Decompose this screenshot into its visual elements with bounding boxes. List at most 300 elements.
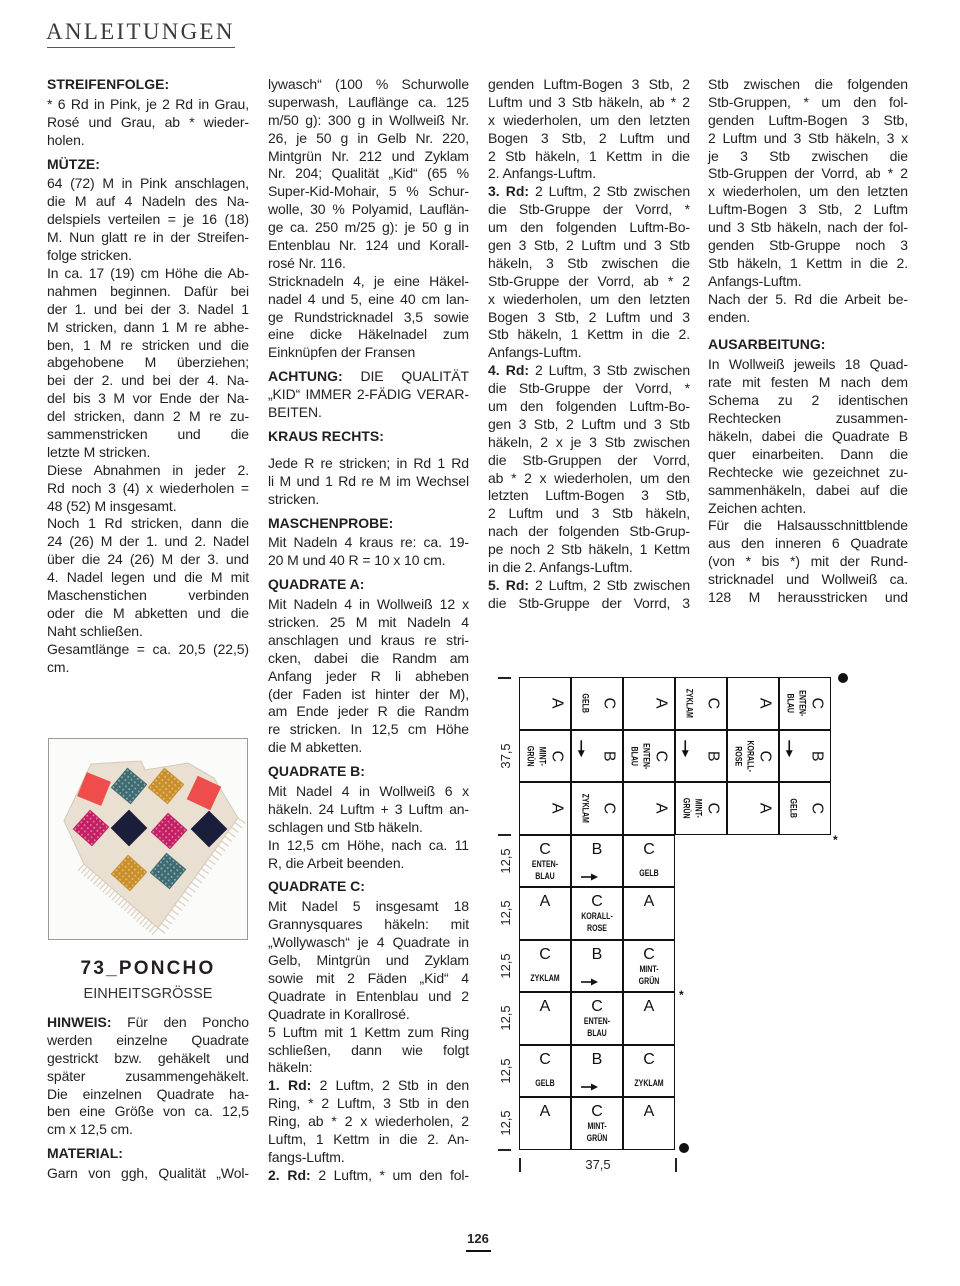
square-letter: C bbox=[600, 697, 618, 710]
paragraph bbox=[488, 183, 690, 362]
fringe-strand bbox=[131, 909, 137, 916]
paragraph bbox=[47, 515, 249, 640]
paragraph bbox=[268, 534, 469, 570]
square-c bbox=[623, 940, 675, 993]
yarn-color-line: GELB bbox=[639, 867, 659, 878]
text-line: Stb häkeln, 1 Kettm in die 2. bbox=[488, 326, 690, 343]
fringe-strand bbox=[195, 878, 202, 883]
fringe-strand bbox=[211, 855, 218, 860]
column-1-pattern-notes bbox=[47, 1014, 249, 1183]
text-line: um den folgenden Luftm-Bo- bbox=[488, 398, 690, 415]
row-height-label: 12,5 bbox=[498, 900, 513, 926]
row-height-label: 12,5 bbox=[498, 1058, 513, 1084]
text-line: Gelb, Mintgrün und Zyklam bbox=[268, 952, 469, 969]
square-a bbox=[519, 782, 571, 835]
fringe-strand bbox=[112, 893, 118, 900]
dot-marker bbox=[679, 1143, 689, 1153]
line-text: 2 Luftm, * um den fol- bbox=[318, 1166, 469, 1183]
paragraph bbox=[268, 837, 469, 873]
square-content bbox=[520, 836, 570, 887]
text-line bbox=[47, 1014, 249, 1032]
text-line: lywasch“ (100 % Schurwolle bbox=[268, 76, 469, 92]
square-letter: C bbox=[808, 697, 826, 710]
text-line: Stb-Gruppe der Vorrd, ab * 2 bbox=[488, 272, 690, 289]
poncho-photo bbox=[48, 738, 248, 940]
square-content bbox=[624, 1098, 674, 1149]
yarn-color-name bbox=[732, 732, 756, 780]
fringe-strand bbox=[165, 919, 172, 924]
fringe-strand bbox=[175, 905, 182, 910]
text-line: genden Stb-Gruppe noch 3 bbox=[708, 237, 908, 254]
square-content bbox=[520, 941, 570, 992]
yarn-color-line: ZYKLAM bbox=[634, 1077, 664, 1088]
text-line: cm. bbox=[47, 658, 70, 675]
yarn-color-name bbox=[787, 784, 799, 832]
square-letter: A bbox=[548, 697, 566, 709]
square-letter: C bbox=[591, 1103, 603, 1120]
column-2-text bbox=[268, 76, 469, 1185]
paragraph bbox=[47, 641, 249, 677]
text-line: cm x 12,5 cm. bbox=[47, 1121, 133, 1138]
fringe-strand bbox=[208, 859, 215, 864]
column-3-text bbox=[488, 76, 690, 613]
fringe-strand bbox=[171, 910, 178, 915]
section-heading: KRAUS RECHTS: bbox=[268, 427, 384, 444]
row-height-label: 12,5 bbox=[498, 1110, 513, 1136]
text-line: die Stb-Gruppen der Vorrd, bbox=[488, 451, 690, 468]
yarn-color-name bbox=[524, 732, 548, 780]
fringe-strand bbox=[134, 912, 140, 919]
yarn-color-line: MINT- bbox=[537, 746, 548, 766]
arrow-right-icon bbox=[580, 977, 599, 987]
text-line: (der Faden ist hinter der M), bbox=[268, 685, 469, 702]
text-line: Die einzelnen Quadrate ha- bbox=[47, 1085, 249, 1102]
yarn-color-name bbox=[625, 867, 673, 879]
text-line: gen 3 Stb, 2 Luftm und 3 Stb bbox=[488, 415, 690, 432]
square-letter: C bbox=[539, 1050, 551, 1068]
paragraph bbox=[47, 462, 249, 516]
fringe-strand bbox=[188, 887, 195, 892]
section-heading: STREIFENFOLGE: bbox=[47, 76, 170, 92]
square-content bbox=[780, 783, 831, 833]
text-line: die M abketten. bbox=[268, 739, 363, 756]
paragraph bbox=[708, 356, 908, 517]
square-a bbox=[623, 992, 675, 1045]
text-line: pe noch 2 Stb häkeln, 1 Kettm bbox=[488, 541, 690, 558]
yarn-color-name bbox=[579, 679, 591, 727]
square-a bbox=[519, 1097, 571, 1150]
paragraph bbox=[268, 596, 469, 757]
section-title: ANLEITUNGEN bbox=[46, 19, 235, 44]
yarn-color-name bbox=[521, 858, 569, 882]
square-content bbox=[624, 836, 674, 887]
square-c bbox=[571, 782, 623, 835]
fringe-strand bbox=[127, 907, 133, 914]
yarn-color-line: ENTEN- bbox=[531, 858, 559, 869]
fringe-strand bbox=[124, 904, 130, 911]
yarn-color-line: ENTEN- bbox=[797, 690, 808, 717]
section-title-underline bbox=[47, 47, 235, 48]
square-b bbox=[571, 940, 623, 993]
square-a bbox=[519, 887, 571, 940]
square-b bbox=[571, 835, 623, 888]
square-letter: A bbox=[539, 998, 551, 1015]
paragraph bbox=[268, 273, 469, 362]
text-line: 48 (52) M insgesamt. bbox=[47, 497, 177, 514]
paragraph bbox=[268, 1167, 469, 1185]
paragraph bbox=[268, 1077, 469, 1166]
fringe-strand bbox=[161, 923, 168, 928]
square-content bbox=[572, 678, 623, 728]
diagram-vertical-band bbox=[519, 835, 675, 1150]
fringe-strand bbox=[205, 864, 212, 869]
text-line bbox=[488, 183, 690, 201]
text-line: schlagen und Stb häkeln. bbox=[268, 818, 423, 835]
text-line: am Ende jeder R die Randm bbox=[268, 703, 469, 720]
fringe-strand bbox=[225, 836, 232, 841]
text-line: M. Nun glatt re in der Streifen- bbox=[47, 229, 249, 246]
square-content bbox=[520, 678, 571, 728]
square-c bbox=[519, 1045, 571, 1098]
text-line: rosé Nr. 116. bbox=[268, 254, 346, 271]
text-line: 24 (26) M der 1. und 2. Nadel bbox=[47, 533, 249, 550]
text-line: folge stricken. bbox=[47, 247, 132, 264]
fringe-strand bbox=[97, 880, 103, 887]
fringe-strand bbox=[84, 869, 90, 876]
yarn-color-line: GRÜN bbox=[586, 1133, 608, 1143]
dot-marker bbox=[838, 673, 848, 683]
star-marker: * bbox=[679, 988, 684, 1002]
text-line: Diese Abnahmen in jeder 2. bbox=[47, 461, 249, 478]
text-line bbox=[268, 1077, 469, 1095]
paragraph bbox=[268, 898, 469, 1023]
text-line: sowie mit 2 Fäden „Kid“ 4 bbox=[268, 969, 469, 986]
text-line: genden Luftm-Bogen 3 Stb, 2 bbox=[488, 76, 690, 92]
text-line bbox=[268, 1167, 469, 1185]
arrow-right-icon bbox=[580, 1082, 599, 1092]
text-line: stricken. 25 M mit Nadeln 4 bbox=[268, 613, 469, 630]
yarn-color-name bbox=[521, 972, 569, 984]
yarn-color-line: ROSE bbox=[733, 745, 744, 766]
section-heading: MATERIAL: bbox=[47, 1145, 123, 1162]
text-line: wolle, 30 % Polyamid, Lauflän- bbox=[268, 201, 469, 218]
text-line: anschlagen und kraus re stri- bbox=[268, 631, 469, 648]
text-line: Rechtecke wie gezeichnet zu- bbox=[708, 463, 908, 480]
band-width-label: 37,5 bbox=[585, 1157, 611, 1172]
square-c bbox=[571, 992, 623, 1045]
fringe-strand bbox=[198, 873, 205, 878]
square-content bbox=[728, 678, 779, 728]
square-a bbox=[623, 887, 675, 940]
square-content bbox=[572, 941, 622, 992]
yarn-color-name bbox=[784, 679, 808, 727]
text-line: del bis 3 M vor Ende der Na- bbox=[47, 390, 249, 407]
text-line: Ring, ab * 2 x wiederholen, 2 bbox=[268, 1113, 469, 1130]
square-letter: C bbox=[539, 945, 551, 963]
dimension-tick bbox=[498, 834, 511, 836]
square-letter: B bbox=[591, 1050, 603, 1068]
section-heading: MÜTZE: bbox=[47, 155, 100, 172]
fringe-strand bbox=[231, 827, 238, 832]
text-line: häkeln, 3 Stb zwischen die bbox=[488, 254, 690, 271]
text-line: und 3 Stb häkeln, nach der fol- bbox=[708, 219, 908, 236]
square-content bbox=[572, 731, 623, 781]
square-a bbox=[727, 782, 779, 835]
square-b bbox=[675, 730, 727, 783]
text-line: 2. Anfangs-Luftm. bbox=[488, 165, 597, 182]
square-letter: A bbox=[539, 893, 551, 910]
text-line: In Wollweiß jeweils 18 Quad- bbox=[708, 356, 908, 373]
square-c bbox=[571, 887, 623, 940]
text-line: die Stb-Gruppe der Vorrd, 3 bbox=[488, 594, 690, 611]
column-1-text bbox=[47, 76, 249, 676]
text-line: die M auf 4 Nadeln des Na- bbox=[47, 193, 249, 210]
yarn-color-line: GRÜN bbox=[638, 975, 660, 986]
text-line: Jede R re stricken; in Rd 1 Rd bbox=[268, 454, 469, 471]
yarn-color-line: MINT- bbox=[587, 1121, 607, 1131]
square-c bbox=[623, 730, 675, 783]
square-letter: C bbox=[643, 840, 655, 858]
line-text: 2 Luftm, 2 Stb in den bbox=[319, 1077, 470, 1094]
section-heading: QUADRATE B: bbox=[268, 763, 365, 780]
fringe-strand bbox=[158, 928, 165, 933]
paragraph bbox=[488, 362, 690, 577]
band-height-label: 37,5 bbox=[498, 743, 513, 769]
text-line: um den folgenden Luftm-Bo- bbox=[488, 219, 690, 236]
text-line: x wiederholen, um den letzten bbox=[488, 290, 690, 307]
yarn-color-name bbox=[573, 910, 621, 934]
fringe-strand bbox=[109, 891, 115, 898]
text-line: Noch 1 Rd stricken, dann die bbox=[47, 515, 249, 532]
yarn-color-name bbox=[625, 1077, 673, 1089]
yarn-color-name bbox=[521, 1077, 569, 1089]
text-line: die Stb-Gruppe der Vorrd, * bbox=[488, 201, 690, 218]
square-a bbox=[519, 992, 571, 1045]
text-line: Luftm-Bogen 3 Stb, 2 Luftm bbox=[708, 201, 908, 218]
text-line: Anfangs-Luftm. bbox=[488, 344, 582, 361]
text-line: Anfang jeder R li abheben bbox=[268, 667, 469, 684]
text-line: nadel 4 und 5, eine 40 cm lan- bbox=[268, 290, 469, 307]
bold-lead: ACHTUNG: bbox=[268, 368, 343, 385]
text-line: nach der folgenden Stb-Grup- bbox=[488, 523, 690, 540]
text-line: Ring, * 2 Luftm, 3 Stb in den bbox=[268, 1095, 469, 1112]
fringe-strand bbox=[94, 877, 100, 884]
fringe-strand bbox=[221, 841, 228, 846]
text-line: Bogen 3 Stb, 2 Luftm und bbox=[488, 129, 690, 146]
text-line: Für die Halsausschnittblende bbox=[708, 517, 908, 534]
text-line: ab * 2 x wiederholen, um den bbox=[488, 469, 690, 486]
text-line: Stricknadeln 4, je eine Häkel- bbox=[268, 272, 469, 289]
fringe-strand bbox=[181, 896, 188, 901]
square-letter: B bbox=[808, 750, 826, 762]
square-letter: B bbox=[600, 750, 618, 762]
text-line: oder die M abketten und die bbox=[47, 604, 249, 621]
square-content bbox=[520, 731, 571, 781]
square-c bbox=[623, 1045, 675, 1098]
paragraph bbox=[47, 175, 249, 264]
fringe-strand bbox=[201, 868, 208, 873]
text-line: die Stb-Gruppe der Vorrd, * bbox=[488, 380, 690, 397]
yarn-color-line: ENTEN- bbox=[583, 1016, 611, 1026]
row-height-label: 12,5 bbox=[498, 953, 513, 979]
square-content bbox=[676, 678, 727, 728]
text-line: Rd noch 3 (4) x wiederholen = bbox=[47, 479, 249, 496]
text-line: Super-Kid-Mohair, 5 % Schur- bbox=[268, 183, 469, 200]
fringe-strand bbox=[228, 832, 235, 837]
square-c bbox=[779, 677, 831, 730]
square-content bbox=[624, 1046, 674, 1097]
square-a bbox=[519, 677, 571, 730]
paragraph bbox=[268, 76, 469, 273]
paragraph bbox=[488, 577, 690, 613]
text-line: Stb zwischen die folgenden bbox=[708, 76, 908, 92]
square-letter: C bbox=[652, 749, 670, 762]
text-line: m/50 g): 300 g in Wollweiß Nr. bbox=[268, 111, 469, 128]
square-content bbox=[624, 941, 674, 992]
square-a bbox=[727, 677, 779, 730]
text-line: Bogen 3 Stb, 2 Luftm und 3 bbox=[488, 308, 690, 325]
text-line: R, die Arbeit beenden. bbox=[268, 854, 405, 871]
line-text: Für den Poncho bbox=[127, 1014, 249, 1030]
square-content bbox=[624, 993, 674, 1044]
text-line: Stb häkeln, 1 Kettm in die 2. bbox=[708, 254, 908, 271]
text-line: 128 M herausstricken und bbox=[708, 588, 908, 605]
fringe-strand bbox=[118, 899, 124, 906]
text-line: ge Rundstricknadel 3,5 sowie bbox=[268, 308, 469, 325]
square-c bbox=[675, 782, 727, 835]
dimension-tick bbox=[498, 677, 511, 679]
text-line: später zusammengehäkelt. bbox=[47, 1067, 249, 1084]
text-line: gestrickt bzw. gehäkelt und bbox=[47, 1049, 249, 1066]
text-line: * 6 Rd in Pink, je 2 Rd in Grau, bbox=[47, 95, 249, 112]
text-line: häkeln: bbox=[268, 1059, 313, 1076]
text-line: BEITEN. bbox=[268, 404, 322, 421]
square-content bbox=[572, 783, 623, 833]
square-letter: C bbox=[548, 749, 566, 762]
text-line: bei der 2. und bei der 4. Na- bbox=[47, 372, 249, 389]
page-number: 126 bbox=[467, 1231, 489, 1246]
yarn-color-line: MINT- bbox=[693, 798, 704, 818]
text-line: fangs-Luftm. bbox=[268, 1148, 345, 1165]
square-c bbox=[519, 835, 571, 888]
yarn-color-line: GRÜN bbox=[681, 797, 692, 819]
square-letter: C bbox=[600, 802, 618, 815]
text-line: 64 (72) M in Pink anschlagen, bbox=[47, 175, 249, 192]
fringe-strand bbox=[140, 917, 146, 924]
yarn-color-line: MINT- bbox=[639, 963, 659, 974]
square-letter: C bbox=[591, 893, 603, 910]
line-text: 2 Luftm, 2 Stb zwischen bbox=[535, 576, 691, 593]
pattern-size: EINHEITSGRÖSSE bbox=[83, 986, 213, 1002]
square-content bbox=[676, 783, 727, 833]
paragraph bbox=[708, 76, 908, 291]
text-line: rate mit festen M nach dem bbox=[708, 374, 908, 391]
bold-lead: 3. Rd: bbox=[488, 183, 530, 200]
yarn-color-line: GELB bbox=[788, 798, 799, 818]
text-line: Mit Nadel 4 in Wollweiß 6 x bbox=[268, 783, 469, 800]
square-c bbox=[779, 782, 831, 835]
text-line: genden Luftm-Bogen 3 Stb, bbox=[708, 111, 908, 128]
yarn-color-name bbox=[683, 679, 695, 727]
text-line: Luftm, 1 Kettm in die 2. An- bbox=[268, 1130, 469, 1147]
square-letter: B bbox=[591, 840, 603, 858]
fringe-strand bbox=[191, 882, 198, 887]
square-content bbox=[572, 836, 622, 887]
text-line: Rosé und Grau, ab * wieder- bbox=[47, 113, 249, 130]
paragraph bbox=[47, 96, 249, 150]
text-line: Schema zu 2 identischen bbox=[708, 392, 908, 409]
text-line: je 3 Stb zwischen die bbox=[708, 147, 908, 164]
yarn-color-name bbox=[573, 1015, 621, 1039]
text-line bbox=[268, 368, 469, 386]
text-line: del stricken, dann 2 M re zu- bbox=[47, 408, 249, 425]
arrow-right-icon bbox=[580, 872, 599, 882]
text-line: werden einzelne Quadrate bbox=[47, 1031, 249, 1048]
fringe-strand bbox=[152, 928, 158, 935]
yarn-color-name bbox=[573, 1120, 621, 1144]
fringe-strand bbox=[115, 896, 121, 903]
square-content bbox=[780, 678, 831, 728]
square-content bbox=[520, 993, 570, 1044]
square-c bbox=[727, 730, 779, 783]
text-line: delspiels verteilen = je 16 (18) bbox=[47, 211, 249, 228]
square-letter: C bbox=[643, 1050, 655, 1068]
square-letter: A bbox=[548, 802, 566, 814]
yarn-color-line: BLAU bbox=[785, 693, 796, 713]
section-heading: AUSARBEITUNG: bbox=[708, 336, 826, 353]
text-line: Mit Nadel 5 insgesamt 18 bbox=[268, 898, 469, 915]
fringe-strand bbox=[143, 920, 149, 927]
line-text: 2 Luftm, 2 Stb zwischen bbox=[535, 183, 691, 200]
square-content bbox=[572, 888, 622, 939]
fringe-strand bbox=[121, 901, 127, 908]
square-a bbox=[623, 1097, 675, 1150]
text-line: 2 Luftm und 3 Stb häkeln, bbox=[488, 505, 690, 522]
pattern-title: 73_PONCHO bbox=[80, 958, 216, 979]
page-number-underline bbox=[466, 1250, 491, 1252]
fringe-strand bbox=[168, 914, 175, 919]
yarn-color-line: GELB bbox=[535, 1077, 555, 1088]
square-letter: B bbox=[591, 945, 603, 963]
square-content bbox=[676, 731, 727, 781]
diagram-horizontal-band bbox=[519, 677, 831, 835]
fringe-strand bbox=[218, 846, 225, 851]
text-line: über die 24 (26) M der 3. und bbox=[47, 551, 249, 568]
poncho-illustration bbox=[49, 739, 247, 939]
yarn-color-line: KORALL- bbox=[581, 911, 613, 921]
square-a bbox=[623, 782, 675, 835]
square-content bbox=[572, 993, 622, 1044]
text-line: x wiederholen, um den letzten bbox=[708, 183, 908, 200]
text-line: Luftm und 3 Stb häkeln, ab * 2 bbox=[488, 93, 690, 110]
text-line: Nach der 5. Rd die Arbeit be- bbox=[708, 290, 908, 307]
yarn-color-line: BLAU bbox=[587, 1028, 607, 1038]
text-line: enden. bbox=[708, 308, 751, 325]
square-letter: A bbox=[756, 697, 774, 709]
text-line: Zeichen achten. bbox=[708, 499, 807, 516]
square-letter: A bbox=[643, 893, 655, 910]
square-content bbox=[624, 731, 675, 781]
yarn-color-name bbox=[579, 784, 591, 832]
square-content bbox=[520, 783, 571, 833]
text-line: in die 2. Anfangs-Luftm. bbox=[488, 559, 633, 576]
square-content bbox=[520, 1098, 570, 1149]
line-text: DIE QUALITÄT bbox=[360, 368, 469, 385]
text-line: schließen, dann wie folgt bbox=[268, 1041, 469, 1058]
square-letter: C bbox=[539, 840, 551, 858]
text-line: ben, 1 M re stricken und die bbox=[47, 336, 249, 353]
text-line: ben eine Größe von ca. 12,5 bbox=[47, 1103, 249, 1120]
